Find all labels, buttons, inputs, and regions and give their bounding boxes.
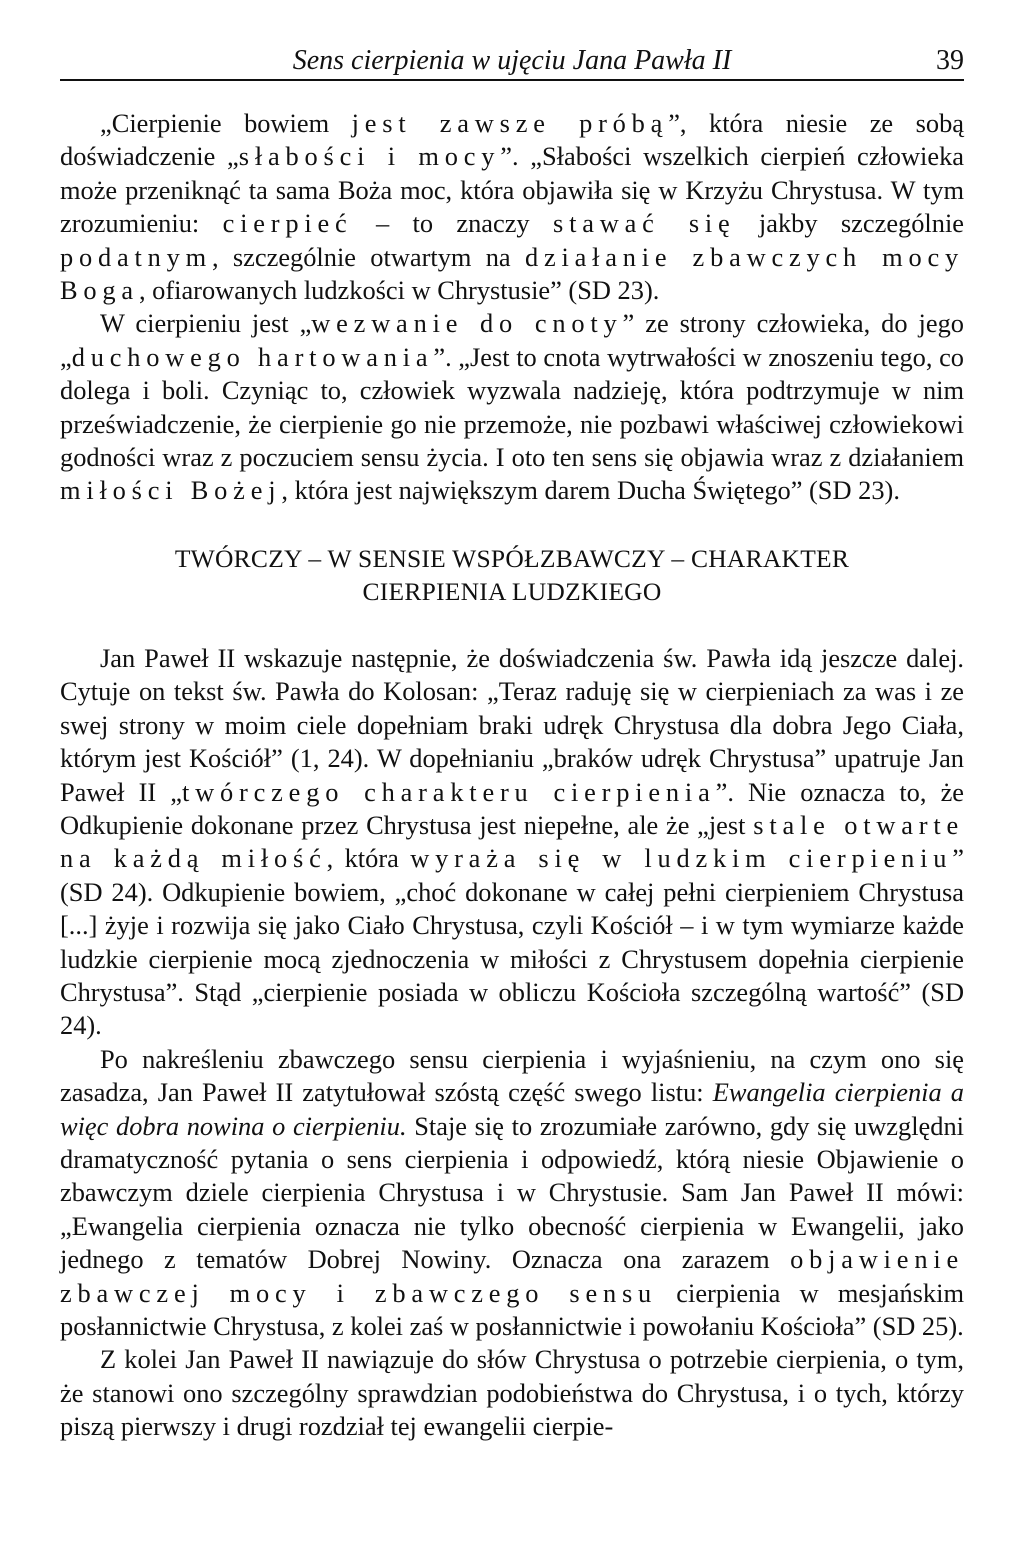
spaced-emphasis: podatnym (60, 241, 213, 272)
text-run: „Cierpienie bowiem (100, 108, 352, 138)
spaced-emphasis: twórczego charakteru cierpienia (182, 776, 716, 807)
text-run: , która jest największym darem Ducha Świętego” (SD 23). (281, 475, 900, 506)
paragraph-5 (60, 1343, 964, 1443)
spaced-emphasis: działanie zbawczych mocy Boga (60, 241, 964, 306)
text-run: ”. „Jest to cnota wytrwałości w znoszeniu tego, co dolega i boli. Czyniąc to, człowiek wyzwala nadzieję, która podtrzymuje w nim przeświadczenie, że cierpienie go nie przemoże, nie pozbawi właściwej człowiekowi godności wraz z poczuciem sensu życia. I oto ten sens się objawia wraz z działaniem (60, 341, 964, 473)
text-run: ” (SD 24). Odkupienie bowiem, „choć dokonane w całej pełni cierpieniem Chrystusa [...] żyje i rozwija się jako Ciało Chrystusa, czyli Kościół – i w tym wymiarze każde ludzkie cierpienie mocą zjednoczenia w miłości z Chrystusem dopełnia cierpienie Chrystusa”. Stąd „cierpienie posiada w obliczu Kościoła szczególną wartość” (SD 24). (60, 843, 964, 1041)
text-run: – to znaczy (352, 208, 553, 239)
italic-title: Ewangelia cierpienia a więc dobra nowina o cierpieniu. (60, 1077, 965, 1141)
spaced-emphasis: stale otwarte na każdą miłość (60, 809, 964, 874)
section-heading-line-1: TWÓRCZY – W SENSIE WSPÓŁZBAWCZY – CHARAKTER (174, 543, 850, 573)
text-run: , która (326, 843, 411, 874)
spaced-emphasis: miłości Bożej (60, 475, 282, 506)
section-heading-line-2: CIERPIENIA LUDZKIEGO (362, 576, 662, 606)
spaced-emphasis: stawać się (553, 208, 736, 239)
text-run: W cierpieniu jest „ (100, 308, 312, 339)
spaced-emphasis: jest zawsze próbą (351, 108, 669, 138)
paragraph-3 (60, 642, 964, 1043)
header-rule (60, 79, 964, 81)
text-run: ” ze strony człowieka, do jego „ (60, 308, 964, 372)
section-heading (60, 542, 964, 608)
text-run: jakby szczególnie (735, 208, 965, 239)
spaced-emphasis: objawienie zbawczej mocy i zbawczego sensu (60, 1244, 964, 1308)
text-run: Z kolei Jan Paweł II nawiązuje do słów Chrystusa o potrzebie cierpienia, o tym, że stanowi ono szczególny sprawdzian podobieństwa do Chrystusa, i o tych, którzy piszą pierwszy i drugi rozdział tej ewangelii cierpie- (60, 1344, 964, 1442)
page-number: 39 (936, 45, 964, 76)
text-run: Po nakreśleniu zbawczego sensu cierpienia i wyjaśnieniu, na czym ono się zasadza, Jan Paweł II zatytułował szóstą część swego listu: (60, 1043, 964, 1108)
text-run: Jan Paweł II wskazuje następnie, że doświadczenia św. Pawła idą jeszcze dalej. Cytuje on tekst św. Pawła do Kolosan: „Teraz raduję się w cierpieniach za was i ze swej strony w moim ciele dopełniam braki udręk Chrystusa dla dobra Jego Ciała, którym jest Kościół” (1, 24). W dopełnianiu „braków udręk Chrystusa” upatruje Jan Paweł II „ (60, 642, 964, 807)
body-text (60, 107, 964, 1444)
text-run: ”. Nie oznacza to, że Odkupienie dokonane przez Chrystusa jest niepełne, ale że „jest (60, 776, 965, 840)
paragraph-1 (60, 107, 964, 307)
running-title: Sens cierpienia w ujęciu Jana Pawła II (292, 45, 732, 76)
running-header (60, 44, 964, 80)
spaced-emphasis: wezwanie do cnoty (311, 308, 623, 339)
paragraph-2 (60, 307, 964, 507)
spaced-emphasis: wyraża się w ludzkim cierpieniu (410, 843, 953, 874)
text-run: Staje się to zrozumiałe zarówno, gdy się uwzględni dramatyczność pytania o sens cierpienia i odpowiedź, którą niesie Objawienie o zbawczym dziele cierpienia Chrystusa i w Chrystusie. Sam Jan Paweł II mówi: „Ewangelia cierpienia oznacza nie tylko obecność cierpienia w Ewangelii, jako jednego z tematów Dobrej Nowiny. Oznacza ona zarazem (60, 1110, 964, 1275)
paragraph-4 (60, 1043, 964, 1344)
spaced-emphasis: słabości i mocy (238, 141, 501, 172)
text-run: ”. „Słabości wszelkich cierpień człowieka może przeniknąć ta sama Boża moc, która objawiła się w Krzyżu Chrystusa. W tym zrozumieniu: (60, 141, 965, 239)
spaced-emphasis: duchowego hartowania (71, 341, 434, 372)
spaced-emphasis: cierpieć (222, 208, 353, 239)
text-run: ”, która niesie ze sobą doświadczenie „ (60, 108, 964, 172)
text-run: , ofiarowanych ludzkości w Chrystusie” (SD 23). (138, 275, 660, 306)
text-run: , szczególnie otwartym na (212, 241, 525, 272)
text-run: cierpienia w mesjańskim posłannictwie Chrystusa, z kolei zaś w posłannictwie i powołaniu Kościoła” (SD 25). (60, 1277, 964, 1341)
